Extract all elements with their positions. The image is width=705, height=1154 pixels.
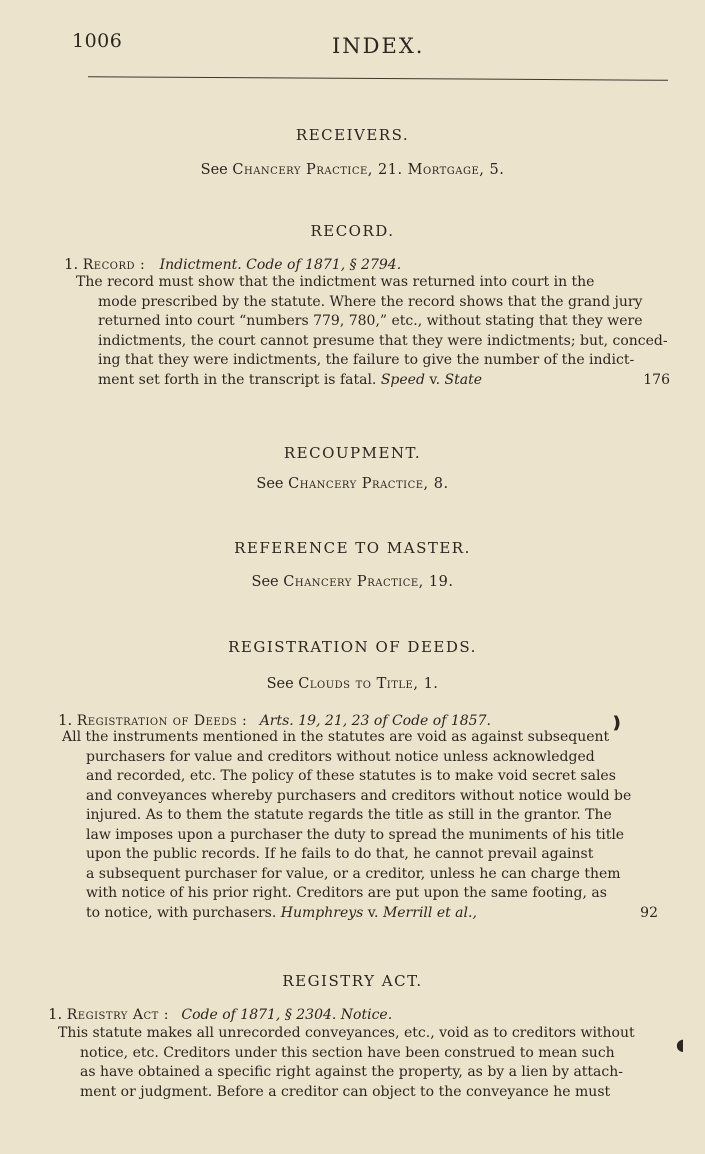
body-line: upon the public records. If he fails to do that, he cannot prevail against (86, 846, 594, 862)
body-line: a subsequent purchaser for value, or a creditor, unless he can charge them (86, 865, 621, 882)
entry-subtitle: Indictment. Code of 1871, § 2794. (159, 257, 402, 273)
see-references: Chancery Practice, 19. (283, 574, 454, 590)
entry-number: 1. (64, 255, 79, 273)
body-line: mode prescribed by the statute. Where the record shows that the grand jury (98, 293, 643, 310)
case-party: Merrill et al., (382, 904, 477, 921)
see-also-reference-to-master (0, 574, 705, 590)
see-references: Chancery Practice, 8. (288, 476, 449, 492)
entry-subtitle: Code of 1871, § 2304. Notice. (181, 1007, 393, 1023)
page-reference: 92 (640, 904, 658, 921)
body-line: returned into court “numbers 779, 780,” etc., without stating that they were (98, 313, 643, 329)
citation-line (76, 371, 670, 391)
body-line: purchasers for value and creditors without notice unless acknowledged (86, 748, 595, 765)
body-line: injured. As to them the statute regards the title as still in the grantor. The (86, 807, 612, 823)
see-also-registration-of-deeds (0, 676, 705, 692)
case-party: State (444, 371, 483, 388)
case-party: Speed (380, 371, 425, 388)
ink-blot-mark: ◖ (676, 1035, 685, 1054)
see-prefix: See (200, 162, 228, 178)
body-line: All the instruments mentioned in the statutes are void as against subsequent (62, 729, 610, 745)
heading-recoupment: RECOUPMENT. (283, 444, 422, 462)
entry-body-record (76, 273, 670, 390)
body-line: This statute makes all unrecorded conveyances, etc., void as to creditors without (58, 1025, 635, 1041)
body-line: law imposes upon a purchaser the duty to spread the muniments of his title (86, 826, 625, 843)
see-prefix: See (251, 574, 279, 590)
see-references: Chancery Practice, 21. Mortgage, 5. (232, 162, 505, 178)
see-also-receivers (0, 162, 705, 178)
body-line: ing that they were indictments, the failure to give the number of the indict- (98, 352, 635, 368)
ink-blot-mark: ❫ (610, 713, 624, 732)
running-head: INDEX. (332, 34, 425, 58)
entry-topic: Registration of Deeds : (76, 713, 248, 729)
entry-topic: Registry Act : (66, 1007, 169, 1023)
heading-registry-act: REGISTRY ACT. (282, 972, 423, 990)
citation-text: to notice, with purchasers. Humphreys v. Merrill et al., (86, 904, 477, 921)
heading-registration-of-deeds: REGISTRATION OF DEEDS. (228, 638, 477, 656)
entry-title-registry-act (48, 1005, 392, 1023)
heading-reference-to-master: REFERENCE TO MASTER. (234, 539, 471, 557)
case-party: Humphreys (280, 904, 364, 921)
entry-body-registry-act (58, 1024, 658, 1102)
body-line: and recorded, etc. The policy of these statutes is to make void secret sales (86, 768, 616, 784)
see-references: Clouds to Title, 1. (298, 676, 439, 692)
see-prefix: See (266, 676, 294, 692)
header-rule (88, 76, 668, 81)
entry-topic: Record : (82, 257, 146, 273)
entry-number: 1. (58, 711, 73, 729)
body-line: with notice of his prior right. Creditors are put upon the same footing, as (86, 885, 607, 901)
heading-record: RECORD. (310, 222, 395, 240)
body-line: The record must show that the indictment was returned into court in the (76, 274, 595, 290)
entry-body-registration-of-deeds (62, 728, 658, 923)
see-prefix: See (256, 476, 284, 492)
body-line: ment or judgment. Before a creditor can object to the conveyance he must (80, 1083, 611, 1100)
entry-title-record (64, 255, 401, 273)
heading-receivers: RECEIVERS. (295, 126, 410, 144)
body-line: notice, etc. Creditors under this section have been construed to mean such (80, 1044, 615, 1061)
citation-text: ment set forth in the transcript is fatal. Speed v. State (98, 371, 483, 388)
entry-subtitle: Arts. 19, 21, 23 of Code of 1857. (259, 713, 491, 729)
entry-title-registration-of-deeds (58, 711, 491, 729)
body-line: indictments, the court cannot presume that they were indictments; but, conced- (98, 332, 668, 349)
page-reference: 176 (643, 371, 670, 388)
body-line: and conveyances whereby purchasers and creditors without notice would be (86, 787, 632, 804)
citation-line (62, 904, 658, 924)
page-number: 1006 (72, 30, 123, 52)
entry-number: 1. (48, 1005, 63, 1023)
see-also-recoupment (0, 476, 705, 492)
body-line: as have obtained a specific right against the property, as by a lien by attach- (80, 1064, 623, 1080)
